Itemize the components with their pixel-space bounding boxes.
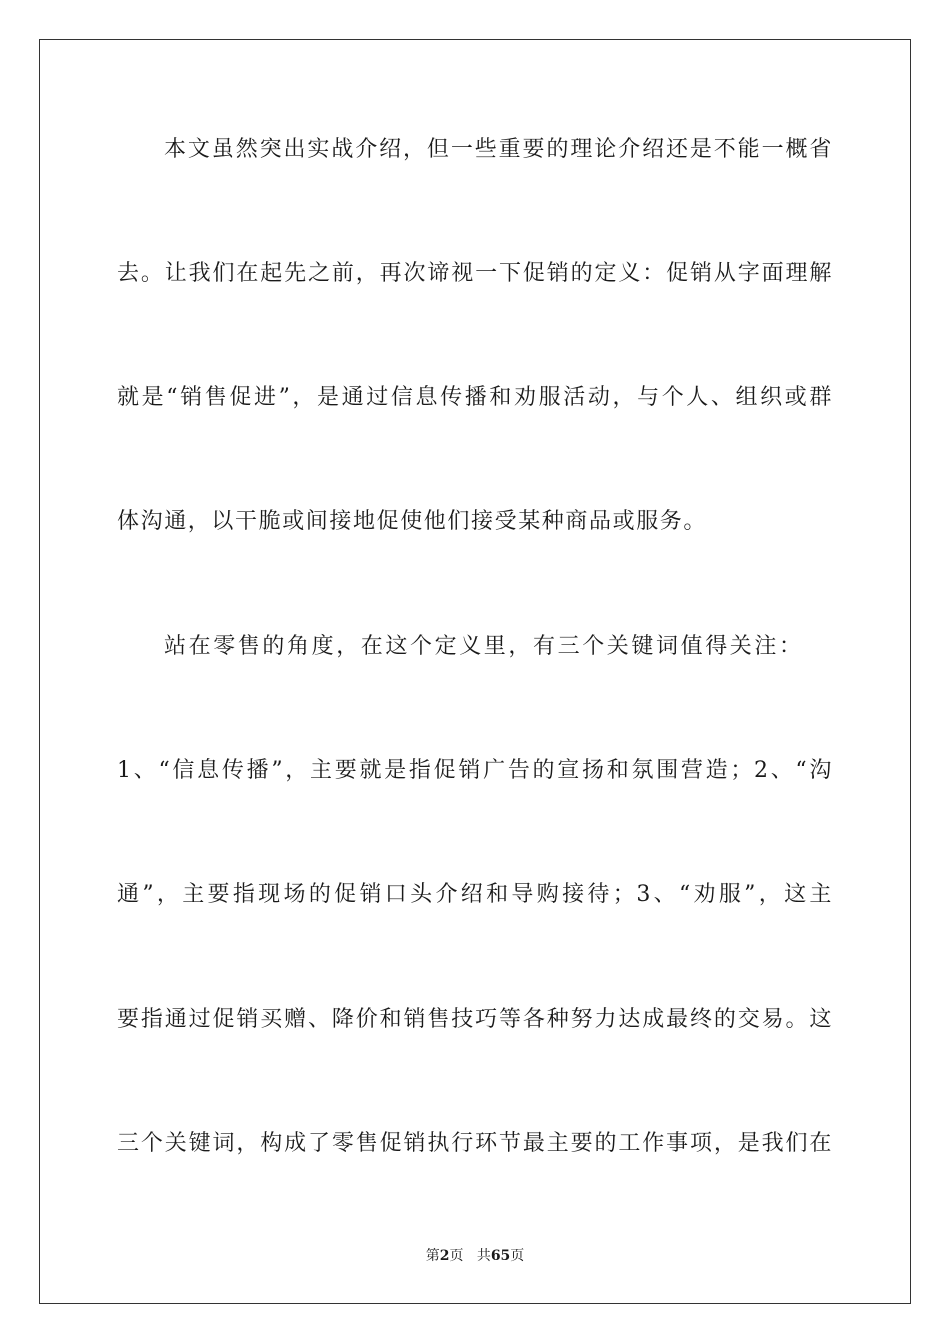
text-line-1: 本文虽然突出实战介绍，但一些重要的理论介绍还是不能一概省 (164, 137, 833, 162)
page-suffix: 页 (449, 1248, 464, 1264)
page-number: 2 (439, 1248, 450, 1264)
total-pages: 65 (490, 1248, 511, 1264)
text-line-8: 要指通过促销买赠、降价和销售技巧等各种努力达成最终的交易。这 (117, 1007, 833, 1032)
text-line-3: 就是“销售促进”，是通过信息传播和劝服活动，与个人、组织或群 (117, 385, 833, 410)
page-prefix: 第 (425, 1248, 440, 1264)
page-footer (0, 1246, 950, 1266)
text-line-2: 去。让我们在起先之前，再次谛视一下促销的定义：促销从字面理解 (117, 261, 833, 286)
text-line-5: 站在零售的角度，在这个定义里，有三个关键词值得关注： (164, 634, 804, 659)
text-line-9: 三个关键词，构成了零售促销执行环节最主要的工作事项，是我们在 (117, 1131, 833, 1156)
text-line-4: 体沟通，以干脆或间接地促使他们接受某种商品或服务。 (117, 509, 708, 534)
text-line-6: 1、“信息传播”，主要就是指促销广告的宣扬和氛围营造；2、“沟 (117, 758, 833, 783)
total-suffix: 页 (510, 1248, 525, 1264)
text-line-7: 通”，主要指现场的促销口头介绍和导购接待；3、“劝服”，这主 (117, 882, 833, 907)
page-border (39, 39, 911, 1304)
total-prefix: 共 (476, 1248, 491, 1264)
